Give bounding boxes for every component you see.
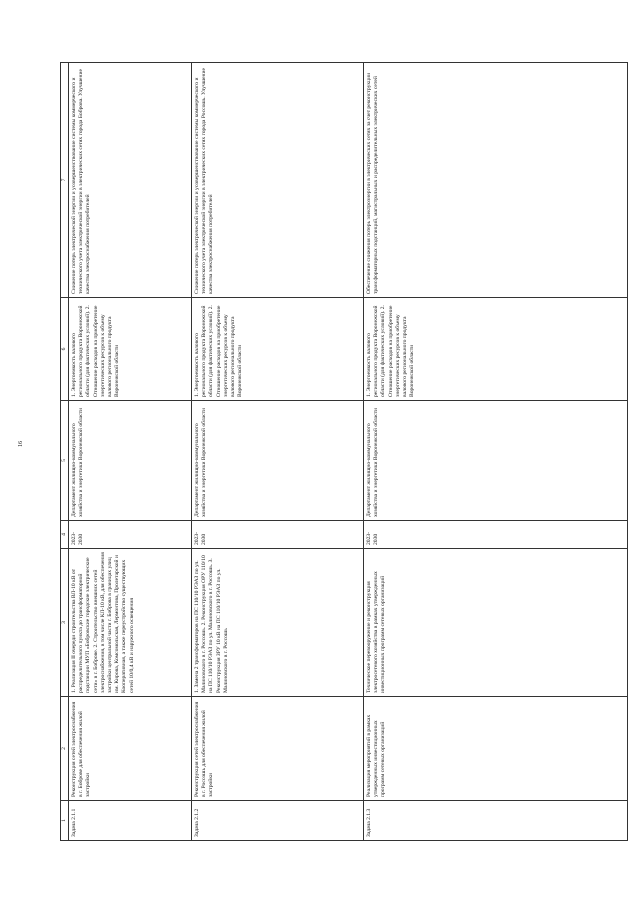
- rotated-document: [60, 63, 628, 841]
- executor-cell: Департамент жилищно-коммунального хозяйства и энергетики Воронежской области: [364, 401, 628, 521]
- indicators-cell: 1. Энергоемкость валового регионального продукта Воронежской области (для фактических условий). 2. Отношение расходов на приобретение энергетических ресурсов к объему валового регионального продукта Воронежской области: [364, 298, 628, 401]
- task-cell: Задача 2.1.1: [69, 801, 192, 841]
- name-cell: Реализация мероприятий в рамках утвержденных инвестиционных программ сетевых организаций: [364, 697, 628, 801]
- period-cell: 2023-2030: [192, 521, 364, 549]
- measures-cell: 1. Реализация II очереди строительства ВЛ-10 кВ от распределительного пункта до трансформаторной подстанции МУП «Бобровские городские электрические сети» в г. Боброве. 2. Строительство внешних сетей электроснабжения, в том числе КЛ-10 кВ, для обеспечения застройки центральной части г. Боброва в границах улиц им. Кирова, Комсомольская, Лермонтова, Пролетарской и Кооперативная, а также переустройство существующих сетей 10/0,4 кВ и наружного освещения: [69, 549, 192, 697]
- indicators-cell: 1. Энергоемкость валового регионального продукта Воронежской области (для фактических условий). 2. Отношение расходов на приобретение энергетических ресурсов к объему валового регионального продукта Воронежской области: [69, 298, 192, 401]
- header-cell: 6: [61, 298, 69, 401]
- header-row: [61, 63, 69, 841]
- header-cell: 7: [61, 63, 69, 298]
- header-cell: 4: [61, 521, 69, 549]
- indicators-cell: 1. Энергоемкость валового регионального продукта Воронежской области (для фактических условий). 2. Отношение расходов на приобретение энергетических ресурсов к объему валового регионального продукта Воронежской области: [192, 298, 364, 401]
- page-number: 16: [18, 441, 24, 447]
- name-cell: Реконструкция сетей электроснабжения в г. Россошь для обеспечения жилой застройки: [192, 697, 364, 801]
- header-cell: 5: [61, 401, 69, 521]
- table-row: [69, 63, 192, 841]
- name-cell: Реконструкция сетей электроснабжения в г. Боброве для обеспечения жилой застройки: [69, 697, 192, 801]
- measures-table: [60, 62, 628, 841]
- results-cell: Снижение потерь электрической энергии и усовершенствование системы коммерческого и технического учета электрической энергии в электрических сетях города Боброва. Улучшение качества электроснабжения потребителей: [69, 63, 192, 298]
- header-cell: 3: [61, 549, 69, 697]
- task-cell: Задача 2.1.2: [192, 801, 364, 841]
- results-cell: Обеспечение снижения потерь электроэнергии в электрических сетях за счет реконструкции трансформаторных подстанций, магистральных и распределительных электрических сетей: [364, 63, 628, 298]
- period-cell: 2023-2030: [364, 521, 628, 549]
- measures-cell: Техническое перевооружение и реконструкция электросетевого хозяйства в рамках утвержденных инвестиционных программ сетевых организаций: [364, 549, 628, 697]
- period-cell: 2023-2030: [69, 521, 192, 549]
- measures-cell: 1. Замена 2 трансформаторов на ПС 110/10 РЭАЗ по ул. Малиновского в г. Россошь. 2. Реконструкция ОРУ 110/10 на ПС 110/10 РЭАЗ по ул. Малиновского в г. Россошь. 3. Реконструкция ЗРУ 10 кВ на ПС 110/10 РЭАЗ по ул. Малиновского в г. Россошь: [192, 549, 364, 697]
- header-cell: 1: [61, 801, 69, 841]
- table-row: [192, 63, 364, 841]
- results-cell: Снижение потерь электрической энергии и усовершенствование системы коммерческого и технического учета электрической энергии в электрических сетях города Россошь. Улучшение качества электроснабжения потребителей: [192, 63, 364, 298]
- table-row: [364, 63, 628, 841]
- executor-cell: Департамент жилищно-коммунального хозяйства и энергетики Воронежской области: [69, 401, 192, 521]
- task-cell: Задача 2.1.3: [364, 801, 628, 841]
- header-cell: 2: [61, 697, 69, 801]
- executor-cell: Департамент жилищно-коммунального хозяйства и энергетики Воронежской области: [192, 401, 364, 521]
